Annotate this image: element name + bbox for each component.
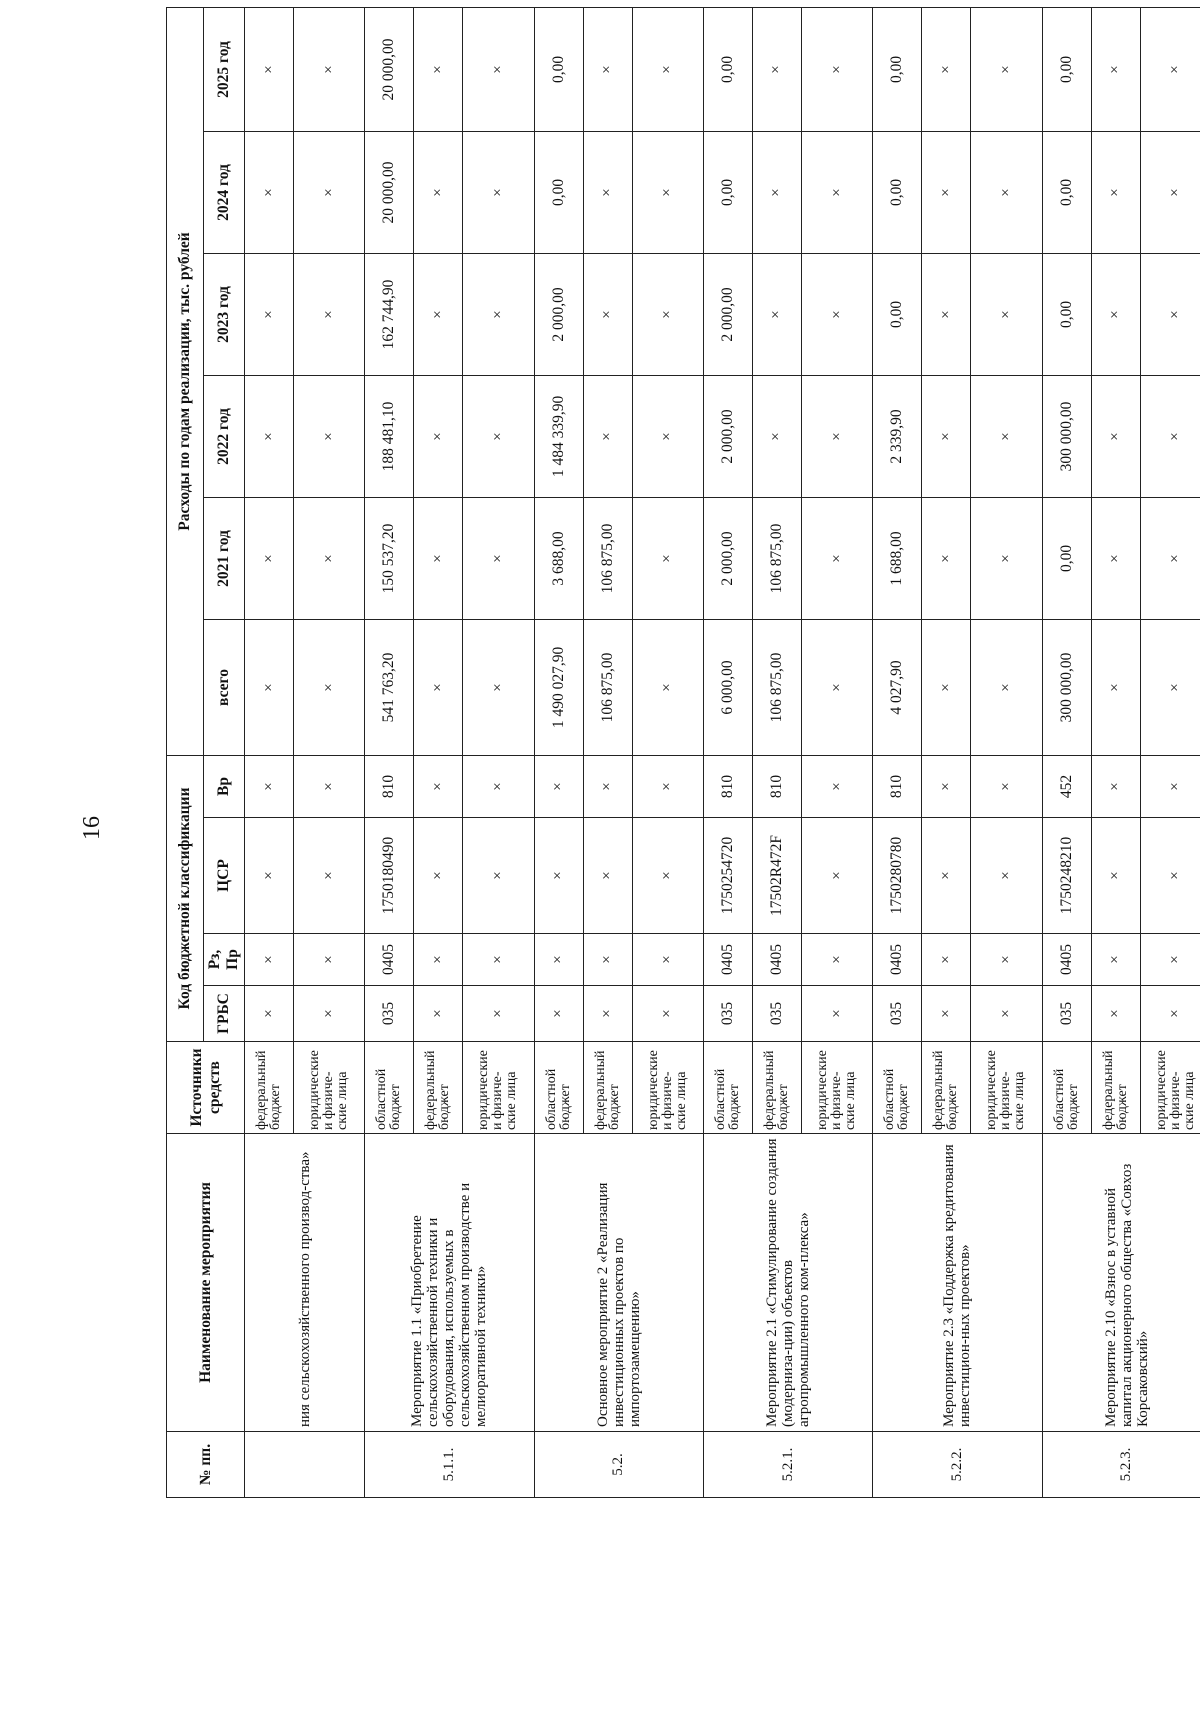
cell-y2024: × <box>583 131 632 253</box>
funding-source: федеральный бюджет <box>922 1042 971 1134</box>
funding-source: федеральный бюджет <box>583 1042 632 1134</box>
cell-rzpr: × <box>922 934 971 986</box>
cell-grbs: × <box>1140 986 1200 1042</box>
cell-y2022: × <box>294 375 365 497</box>
cell-y2022: × <box>1091 375 1140 497</box>
cell-y2021: × <box>801 497 872 619</box>
cell-total: × <box>1091 619 1140 755</box>
cell-y2022: × <box>414 375 463 497</box>
cell-y2022: 2 339,90 <box>873 375 922 497</box>
page-number: 16 <box>79 816 105 840</box>
cell-y2021: 2 000,00 <box>703 497 752 619</box>
row-number: 5.2.3. <box>1042 1432 1200 1498</box>
cell-grbs: × <box>245 986 294 1042</box>
header-2025: 2025 год <box>204 7 245 131</box>
cell-rzpr: × <box>245 934 294 986</box>
cell-vr: 810 <box>752 755 801 817</box>
cell-y2024: × <box>971 131 1042 253</box>
cell-csr: × <box>971 818 1042 934</box>
cell-vr: × <box>583 755 632 817</box>
cell-y2025: × <box>1091 7 1140 131</box>
funding-source: юридические и физиче-ские лица <box>463 1042 534 1134</box>
cell-y2021: × <box>463 497 534 619</box>
row-number: 5.2.2. <box>873 1432 1042 1498</box>
table-row <box>245 7 294 1497</box>
funding-source: областной бюджет <box>1042 1042 1091 1134</box>
cell-grbs: × <box>971 986 1042 1042</box>
cell-grbs: × <box>534 986 583 1042</box>
cell-csr: × <box>534 818 583 934</box>
cell-csr: 1750248210 <box>1042 818 1091 934</box>
cell-y2024: × <box>414 131 463 253</box>
cell-y2025: × <box>752 7 801 131</box>
measure-name: Мероприятие 1.1 «Приобретение сельскохозяйственной техники и оборудования, используемых в сельскохозяйственном производстве и мелиоративной техники» <box>365 1134 534 1432</box>
cell-y2022: × <box>801 375 872 497</box>
cell-grbs: 035 <box>365 986 414 1042</box>
cell-y2023: 162 744,90 <box>365 253 414 375</box>
cell-grbs: × <box>583 986 632 1042</box>
cell-y2023: 2 000,00 <box>703 253 752 375</box>
funding-source: юридические и физиче-ские лица <box>294 1042 365 1134</box>
funding-source: федеральный бюджет <box>245 1042 294 1134</box>
cell-y2024: × <box>801 131 872 253</box>
cell-y2023: × <box>971 253 1042 375</box>
cell-total: × <box>463 619 534 755</box>
cell-y2022: × <box>971 375 1042 497</box>
cell-rzpr: × <box>971 934 1042 986</box>
cell-y2025: × <box>294 7 365 131</box>
funding-source: федеральный бюджет <box>752 1042 801 1134</box>
cell-y2024: × <box>632 131 703 253</box>
funding-source: областной бюджет <box>365 1042 414 1134</box>
cell-rzpr: × <box>294 934 365 986</box>
cell-total: × <box>414 619 463 755</box>
cell-total: 106 875,00 <box>752 619 801 755</box>
cell-y2021: 106 875,00 <box>583 497 632 619</box>
cell-grbs: 035 <box>752 986 801 1042</box>
measure-name: ния сельскохозяйственного производ-ства» <box>245 1134 365 1432</box>
cell-vr: × <box>534 755 583 817</box>
cell-rzpr: × <box>583 934 632 986</box>
cell-y2022: × <box>752 375 801 497</box>
cell-y2022: 188 481,10 <box>365 375 414 497</box>
cell-total: × <box>971 619 1042 755</box>
cell-vr: × <box>414 755 463 817</box>
cell-y2024: × <box>1091 131 1140 253</box>
cell-rzpr: × <box>632 934 703 986</box>
cell-vr: × <box>801 755 872 817</box>
cell-rzpr: × <box>463 934 534 986</box>
row-number: 5.2. <box>534 1432 703 1498</box>
measure-name: Мероприятие 2.10 «Взнос в уставной капитал акционерного общества «Совхоз Корсаковский» <box>1042 1134 1200 1432</box>
cell-y2023: × <box>294 253 365 375</box>
cell-y2025: × <box>583 7 632 131</box>
table-row <box>534 7 583 1497</box>
cell-y2024: 20 000,00 <box>365 131 414 253</box>
header-name: Наименование мероприятия <box>167 1134 245 1432</box>
cell-rzpr: 0405 <box>703 934 752 986</box>
header-source: Источники средств <box>167 1042 245 1134</box>
row-number: 5.1.1. <box>365 1432 534 1498</box>
table-row <box>365 7 414 1497</box>
cell-csr: × <box>463 818 534 934</box>
cell-y2024: 0,00 <box>873 131 922 253</box>
cell-y2025: 20 000,00 <box>365 7 414 131</box>
cell-grbs: × <box>463 986 534 1042</box>
cell-y2021: 150 537,20 <box>365 497 414 619</box>
cell-vr: 810 <box>703 755 752 817</box>
cell-vr: 452 <box>1042 755 1091 817</box>
cell-y2023: × <box>632 253 703 375</box>
measure-name: Мероприятие 2.3 «Поддержка кредитования инвестицион-ных проектов» <box>873 1134 1042 1432</box>
cell-y2023: × <box>1140 253 1200 375</box>
cell-total: × <box>294 619 365 755</box>
cell-y2024: × <box>294 131 365 253</box>
cell-y2021: × <box>1091 497 1140 619</box>
cell-csr: × <box>1091 818 1140 934</box>
cell-total: × <box>801 619 872 755</box>
funding-source: юридические и физиче-ские лица <box>801 1042 872 1134</box>
cell-grbs: × <box>922 986 971 1042</box>
header-num: № пп. <box>167 1432 245 1498</box>
cell-grbs: 035 <box>1042 986 1091 1042</box>
cell-rzpr: × <box>534 934 583 986</box>
cell-y2021: 3 688,00 <box>534 497 583 619</box>
cell-grbs: 035 <box>703 986 752 1042</box>
cell-y2022: × <box>463 375 534 497</box>
header-budget-code: Код бюджетной классификации <box>167 755 204 1041</box>
cell-y2024: × <box>752 131 801 253</box>
funding-source: федеральный бюджет <box>414 1042 463 1134</box>
cell-y2022: × <box>583 375 632 497</box>
cell-csr: × <box>801 818 872 934</box>
cell-csr: × <box>245 818 294 934</box>
cell-y2023: 2 000,00 <box>534 253 583 375</box>
cell-csr: 1750254720 <box>703 818 752 934</box>
header-rzpr: Рз, Пр <box>204 934 245 986</box>
expenses-table <box>166 7 1200 1498</box>
header-total: всего <box>204 619 245 755</box>
rotated-table-container <box>166 8 1200 1498</box>
cell-vr: × <box>294 755 365 817</box>
cell-total: × <box>922 619 971 755</box>
cell-grbs: × <box>632 986 703 1042</box>
cell-y2023: 0,00 <box>1042 253 1091 375</box>
header-grbs: ГРБС <box>204 986 245 1042</box>
cell-y2025: × <box>463 7 534 131</box>
cell-grbs: × <box>801 986 872 1042</box>
funding-source: юридические и физиче-ские лица <box>1140 1042 1200 1134</box>
cell-y2022: × <box>1140 375 1200 497</box>
cell-y2024: 0,00 <box>534 131 583 253</box>
cell-vr: × <box>1091 755 1140 817</box>
cell-csr: 1750280780 <box>873 818 922 934</box>
table-body <box>245 7 1200 1497</box>
cell-y2022: 300 000,00 <box>1042 375 1091 497</box>
cell-y2021: × <box>632 497 703 619</box>
cell-csr: × <box>583 818 632 934</box>
cell-y2023: × <box>463 253 534 375</box>
measure-name: Основное мероприятие 2 «Реализация инвестиционных проектов по импортозамещению» <box>534 1134 703 1432</box>
cell-y2025: 0,00 <box>873 7 922 131</box>
cell-vr: × <box>971 755 1042 817</box>
cell-y2022: × <box>922 375 971 497</box>
cell-vr: 810 <box>873 755 922 817</box>
row-number: 5.2.1. <box>703 1432 872 1498</box>
cell-y2022: × <box>632 375 703 497</box>
cell-rzpr: 0405 <box>1042 934 1091 986</box>
cell-y2024: × <box>1140 131 1200 253</box>
cell-y2024: × <box>922 131 971 253</box>
table-row <box>1042 7 1091 1497</box>
cell-csr: × <box>632 818 703 934</box>
measure-name: Мероприятие 2.1 «Стимулирование создания (модерниза-ции) объектов агропромышленного ком-плекса» <box>703 1134 872 1432</box>
funding-source: юридические и физиче-ские лица <box>971 1042 1042 1134</box>
cell-vr: × <box>245 755 294 817</box>
funding-source: областной бюджет <box>703 1042 752 1134</box>
cell-total: × <box>245 619 294 755</box>
cell-vr: × <box>463 755 534 817</box>
cell-y2025: × <box>245 7 294 131</box>
cell-y2021: 0,00 <box>1042 497 1091 619</box>
cell-rzpr: × <box>1091 934 1140 986</box>
cell-grbs: × <box>294 986 365 1042</box>
cell-y2021: × <box>245 497 294 619</box>
cell-y2021: × <box>294 497 365 619</box>
header-2022: 2022 год <box>204 375 245 497</box>
cell-vr: 810 <box>365 755 414 817</box>
cell-rzpr: 0405 <box>752 934 801 986</box>
cell-csr: × <box>922 818 971 934</box>
cell-y2022: × <box>245 375 294 497</box>
cell-y2022: 2 000,00 <box>703 375 752 497</box>
row-number <box>245 1432 365 1498</box>
cell-y2023: × <box>583 253 632 375</box>
cell-y2025: 0,00 <box>1042 7 1091 131</box>
cell-rzpr: 0405 <box>365 934 414 986</box>
cell-y2025: × <box>1140 7 1200 131</box>
cell-total: 106 875,00 <box>583 619 632 755</box>
cell-y2025: × <box>414 7 463 131</box>
cell-y2021: × <box>1140 497 1200 619</box>
cell-csr: 1750180490 <box>365 818 414 934</box>
cell-csr: × <box>1140 818 1200 934</box>
cell-grbs: × <box>414 986 463 1042</box>
funding-source: областной бюджет <box>534 1042 583 1134</box>
header-2023: 2023 год <box>204 253 245 375</box>
cell-rzpr: 0405 <box>873 934 922 986</box>
funding-source: федеральный бюджет <box>1091 1042 1140 1134</box>
cell-y2021: 106 875,00 <box>752 497 801 619</box>
funding-source: юридические и физиче-ские лица <box>632 1042 703 1134</box>
cell-y2023: × <box>801 253 872 375</box>
cell-y2023: × <box>245 253 294 375</box>
cell-vr: × <box>922 755 971 817</box>
table-row <box>873 7 922 1497</box>
header-expenses: Расходы по годам реализации, тыс. рублей <box>167 7 204 755</box>
cell-total: × <box>1140 619 1200 755</box>
table-row <box>703 7 752 1497</box>
table-header <box>167 7 245 1497</box>
cell-csr: × <box>414 818 463 934</box>
cell-y2022: 1 484 339,90 <box>534 375 583 497</box>
cell-rzpr: × <box>414 934 463 986</box>
cell-y2024: 0,00 <box>703 131 752 253</box>
cell-total: 4 027,90 <box>873 619 922 755</box>
header-2024: 2024 год <box>204 131 245 253</box>
cell-total: 300 000,00 <box>1042 619 1091 755</box>
cell-y2024: × <box>463 131 534 253</box>
cell-grbs: 035 <box>873 986 922 1042</box>
cell-csr: × <box>294 818 365 934</box>
cell-y2024: × <box>245 131 294 253</box>
cell-total: 541 763,20 <box>365 619 414 755</box>
cell-y2021: × <box>922 497 971 619</box>
cell-rzpr: × <box>1140 934 1200 986</box>
cell-y2024: 0,00 <box>1042 131 1091 253</box>
cell-vr: × <box>632 755 703 817</box>
cell-y2023: × <box>414 253 463 375</box>
cell-y2025: × <box>971 7 1042 131</box>
cell-y2023: × <box>922 253 971 375</box>
cell-total: 6 000,00 <box>703 619 752 755</box>
cell-total: 1 490 027,90 <box>534 619 583 755</box>
header-2021: 2021 год <box>204 497 245 619</box>
cell-csr: 17502R472F <box>752 818 801 934</box>
header-csr: ЦСР <box>204 818 245 934</box>
cell-y2023: × <box>1091 253 1140 375</box>
cell-y2023: × <box>752 253 801 375</box>
cell-grbs: × <box>1091 986 1140 1042</box>
cell-y2021: 1 688,00 <box>873 497 922 619</box>
cell-vr: × <box>1140 755 1200 817</box>
cell-total: × <box>632 619 703 755</box>
cell-y2025: × <box>922 7 971 131</box>
cell-y2023: 0,00 <box>873 253 922 375</box>
cell-y2025: 0,00 <box>534 7 583 131</box>
cell-rzpr: × <box>801 934 872 986</box>
cell-y2021: × <box>414 497 463 619</box>
cell-y2025: × <box>632 7 703 131</box>
cell-y2025: × <box>801 7 872 131</box>
header-vr: Вр <box>204 755 245 817</box>
cell-y2025: 0,00 <box>703 7 752 131</box>
funding-source: областной бюджет <box>873 1042 922 1134</box>
cell-y2021: × <box>971 497 1042 619</box>
